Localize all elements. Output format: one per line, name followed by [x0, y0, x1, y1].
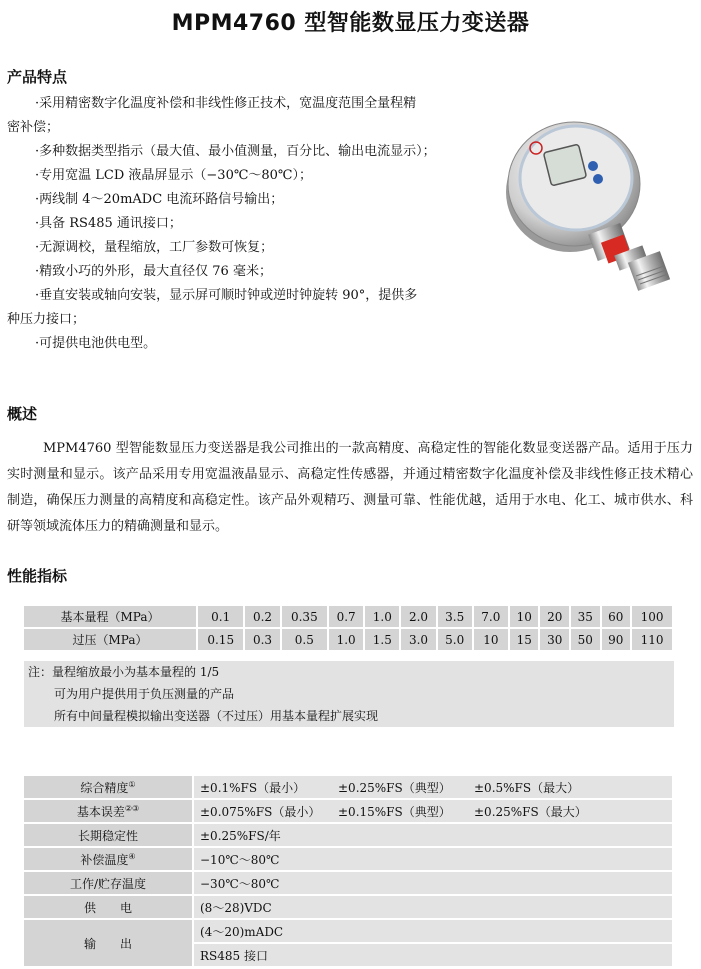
overload-cell: 30	[540, 629, 569, 650]
performance-heading: 性能指标	[7, 567, 68, 585]
range-cell: 20	[540, 606, 569, 627]
features-list	[7, 92, 493, 356]
note-line: 可为用户提供用于负压测量的产品	[54, 687, 235, 701]
feature-item: ·具备 RS485 通讯接口；	[35, 216, 182, 231]
overview-heading: 概述	[7, 405, 38, 423]
range-cell: 0.1	[198, 606, 243, 627]
range-cell: 1.0	[365, 606, 399, 627]
spec-value: ±0.075%FS（最小） ±0.15%FS（典型） ±0.25%FS（最大）	[194, 800, 672, 822]
spec-label: 长期稳定性	[24, 824, 192, 846]
spec-value: (8～28)VDC	[194, 896, 672, 918]
overload-cell: 5.0	[438, 629, 472, 650]
spec-value: ±0.1%FS（最小） ±0.25%FS（典型） ±0.5%FS（最大）	[194, 776, 672, 798]
spec-row	[24, 776, 672, 798]
range-cell: 10	[510, 606, 539, 627]
overload-cell: 50	[571, 629, 600, 650]
spec-row	[24, 896, 672, 918]
overload-cell: 0.15	[198, 629, 243, 650]
note-line: 所有中间量程模拟输出变送器（不过压）用基本量程扩展实现	[54, 709, 379, 723]
spec-row	[24, 800, 672, 822]
overload-cell: 3.0	[401, 629, 435, 650]
overload-cell: 1.5	[365, 629, 399, 650]
range-cell: 0.2	[245, 606, 279, 627]
overload-cell: 90	[602, 629, 631, 650]
spec-row	[24, 848, 672, 870]
overload-cell: 0.3	[245, 629, 279, 650]
range-cell: 100	[632, 606, 672, 627]
features-heading: 产品特点	[7, 68, 68, 86]
range-cell: 7.0	[474, 606, 508, 627]
overload-row	[24, 629, 672, 650]
spec-value: (4～20)mADC	[194, 920, 672, 942]
range-table	[22, 604, 674, 652]
overload-cell: 1.0	[329, 629, 363, 650]
overload-cell: 110	[632, 629, 672, 650]
spec-label: 供 电	[24, 896, 192, 918]
feature-item: ·专用宽温 LCD 液晶屏显示（−30℃～80℃）；	[35, 168, 312, 183]
feature-item: ·多种数据类型指示（最大值、最小值测量，百分比、输出电流显示）；	[35, 144, 436, 159]
range-cell: 0.7	[329, 606, 363, 627]
overview-text	[7, 436, 693, 540]
spec-value: ±0.25%FS/年	[194, 824, 672, 846]
range-row	[24, 606, 672, 627]
range-label: 基本量程（MPa）	[24, 606, 196, 627]
spec-label: 补偿温度④	[24, 848, 192, 870]
spec-table	[22, 774, 674, 968]
range-cell: 0.35	[282, 606, 327, 627]
feature-item: ·可提供电池供电型。	[35, 336, 157, 351]
feature-item: ·采用精密数字化温度补偿和非线性修正技术，宽温度范围全量程精 密补偿；	[7, 96, 417, 135]
feature-item: ·精致小巧的外形，最大直径仅 76 毫米；	[35, 264, 272, 279]
product-image	[492, 100, 692, 300]
overload-cell: 10	[474, 629, 508, 650]
spec-label: 综合精度①	[24, 776, 192, 798]
spec-value: −10℃～80℃	[194, 848, 672, 870]
spec-row	[24, 824, 672, 846]
note-line: 注：量程缩放最小为基本量程的 1/5	[28, 665, 220, 679]
spec-value: RS485 接口	[194, 944, 672, 966]
overview-paragraph: MPM4760 型智能数显压力变送器是我公司推出的一款高精度、高稳定性的智能化数显变送器产品。适用于压力实时测量和显示。该产品采用专用宽温液晶显示、高稳定性传感器，并通过精密数字化温度补偿及非线性修正技术精心制造，确保压力测量的高精度和高稳定性。该产品外观精巧、测量可靠、性能优越，适用于水电、化工、城市供水、科研等领域流体压力的精确测量和显示。	[7, 441, 693, 534]
overload-cell: 15	[510, 629, 539, 650]
range-cell: 3.5	[438, 606, 472, 627]
feature-item: ·垂直安装或轴向安装，显示屏可顺时钟或逆时钟旋转 90°，提供多 种压力接口；	[7, 288, 418, 327]
range-cell: 2.0	[401, 606, 435, 627]
feature-item: ·无源调校，量程缩放，工厂参数可恢复；	[35, 240, 274, 255]
spec-row	[24, 872, 672, 894]
spec-row	[24, 920, 672, 942]
spec-label: 工作/贮存温度	[24, 872, 192, 894]
page-title: MPM4760 型智能数显压力变送器	[171, 11, 530, 36]
spec-label: 输 出	[24, 920, 192, 966]
feature-item: ·两线制 4～20mADC 电流环路信号输出；	[35, 192, 284, 207]
range-notes	[24, 661, 674, 727]
overload-label: 过压（MPa）	[24, 629, 196, 650]
spec-label: 基本误差②③	[24, 800, 192, 822]
overload-cell: 0.5	[282, 629, 327, 650]
spec-value: −30℃～80℃	[194, 872, 672, 894]
range-cell: 35	[571, 606, 600, 627]
range-cell: 60	[602, 606, 631, 627]
